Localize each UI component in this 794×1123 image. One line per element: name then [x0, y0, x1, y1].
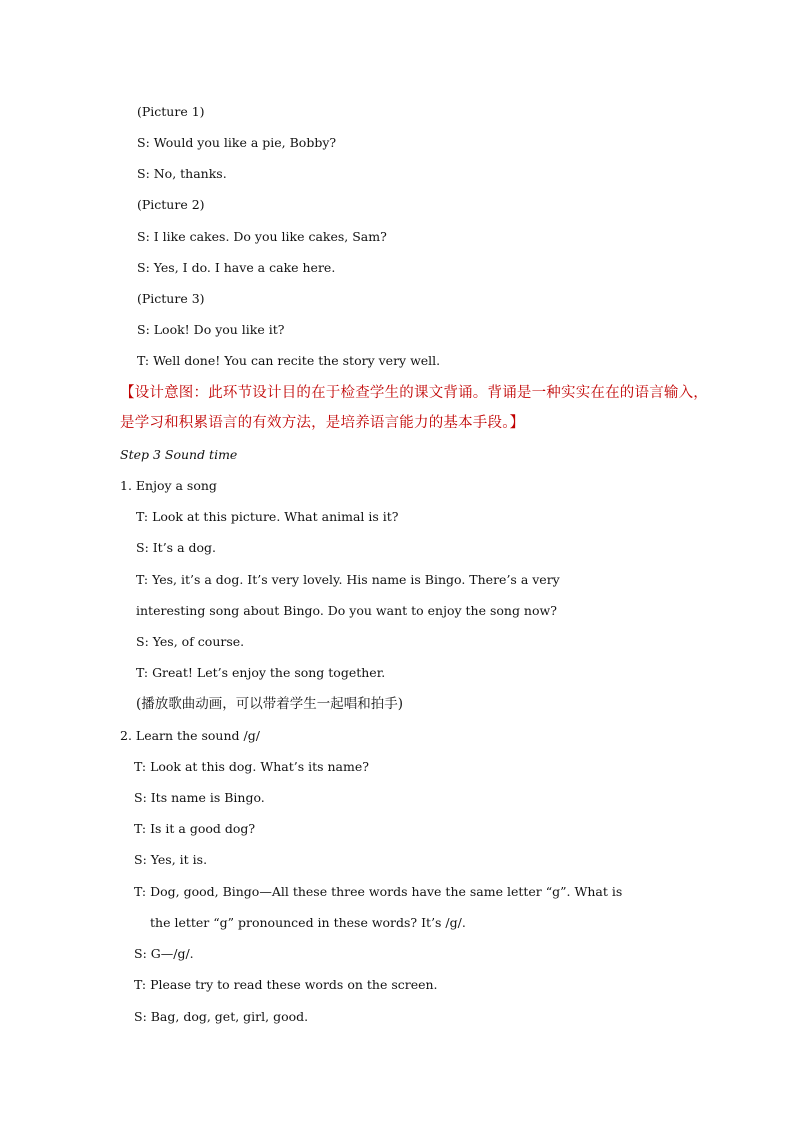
dialogue-line: S: Would you like a pie, Bobby? [137, 135, 337, 150]
dialogue-line-cont: the letter “g” pronounced in these words? It’s /g/. [150, 915, 466, 930]
teaching-note: (播放歌曲动画，可以带着学生一起唱和拍手) [136, 696, 404, 712]
design-intent-note-cont: 是学习和积累语言的有效方法，是培养语言能力的基本手段。】 [120, 415, 525, 431]
dialogue-line: T: Look at this dog. What’s its name? [134, 759, 369, 774]
dialogue-line: S: I like cakes. Do you like cakes, Sam? [137, 229, 387, 244]
section-heading: 2. Learn the sound /g/ [120, 728, 260, 743]
section-heading: 1. Enjoy a song [120, 478, 217, 493]
dialogue-line-cont: interesting song about Bingo. Do you want to enjoy the song now? [136, 603, 557, 618]
dialogue-line: T: Well done! You can recite the story very well. [137, 353, 441, 368]
dialogue-line: S: It’s a dog. [136, 540, 216, 555]
step-heading: Step 3 Sound time [120, 447, 238, 462]
dialogue-line: T: Look at this picture. What animal is it? [136, 509, 399, 524]
dialogue-line: S: Its name is Bingo. [134, 790, 265, 805]
dialogue-line: S: Yes, of course. [136, 634, 245, 649]
dialogue-line: T: Please try to read these words on the screen. [134, 977, 438, 992]
dialogue-line: T: Is it a good dog? [134, 821, 256, 836]
design-intent-note: 【设计意图：此环节设计目的在于检查学生的课文背诵。背诵是一种实实在在的语言输入， [120, 385, 708, 401]
picture-2-label: (Picture 2) [137, 197, 205, 212]
dialogue-line: S: Look! Do you like it? [137, 322, 285, 337]
dialogue-line: S: Bag, dog, get, girl, good. [134, 1009, 309, 1024]
dialogue-line: S: No, thanks. [137, 166, 227, 181]
dialogue-line: S: Yes, it is. [134, 852, 208, 867]
dialogue-line: T: Yes, it’s a dog. It’s very lovely. His name is Bingo. There’s a very [136, 572, 560, 587]
dialogue-line: T: Great! Let’s enjoy the song together. [136, 665, 386, 680]
picture-1-label: (Picture 1) [137, 104, 205, 119]
picture-3-label: (Picture 3) [137, 291, 205, 306]
dialogue-line: S: Yes, I do. I have a cake here. [137, 260, 336, 275]
dialogue-line: T: Dog, good, Bingo—All these three words have the same letter “g”. What is [134, 884, 623, 899]
dialogue-line: S: G—/g/. [134, 946, 194, 961]
